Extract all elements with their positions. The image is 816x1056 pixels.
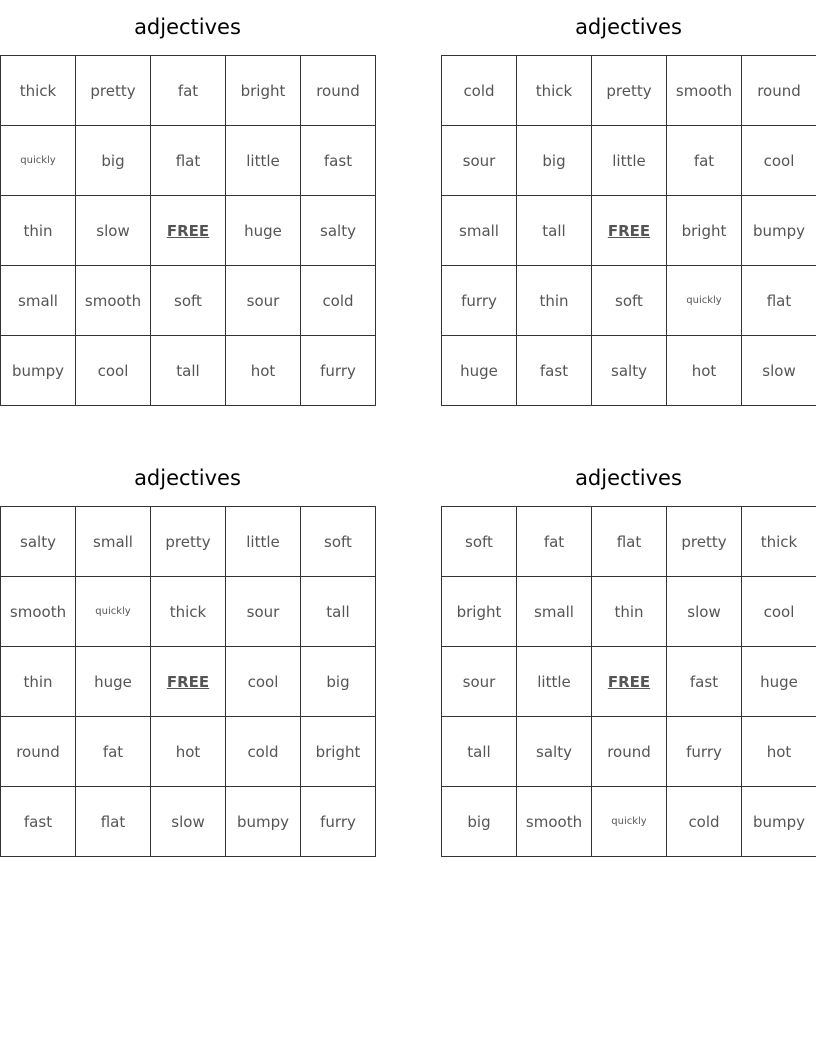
grid-row: [442, 56, 816, 126]
free-space-cell: FREE: [151, 196, 226, 266]
grid-cell: smooth: [76, 266, 151, 336]
grid-cell: round: [592, 717, 667, 787]
grid-row: [1, 126, 376, 196]
grid-row: [442, 507, 816, 577]
grid-cell: pretty: [76, 56, 151, 126]
grid-row: [442, 647, 816, 717]
grid-cell: hot: [742, 717, 816, 787]
grid-cell: fast: [1, 787, 76, 857]
grid-cell: fat: [76, 717, 151, 787]
grid-cell: fast: [667, 647, 742, 717]
bingo-grid: [0, 55, 376, 406]
grid-cell: hot: [226, 336, 301, 406]
free-space-cell: FREE: [151, 647, 226, 717]
grid-cell: fat: [667, 126, 742, 196]
grid-cell: salty: [1, 507, 76, 577]
grid-cell: thin: [1, 647, 76, 717]
bingo-grid: [441, 55, 816, 406]
grid-cell: bumpy: [742, 196, 816, 266]
grid-cell: thick: [151, 577, 226, 647]
grid-cell: tall: [517, 196, 592, 266]
grid-cell: round: [1, 717, 76, 787]
grid-cell: bumpy: [742, 787, 816, 857]
grid-cell: big: [517, 126, 592, 196]
grid-cell: cold: [301, 266, 376, 336]
grid-cell: little: [592, 126, 667, 196]
grid-cell: flat: [592, 507, 667, 577]
bingo-grid: [0, 506, 376, 857]
grid-cell: hot: [151, 717, 226, 787]
grid-cell: bumpy: [1, 336, 76, 406]
grid-cell: tall: [301, 577, 376, 647]
grid-cell: cool: [226, 647, 301, 717]
grid-cell: small: [76, 507, 151, 577]
grid-cell: bumpy: [226, 787, 301, 857]
grid-row: [442, 196, 816, 266]
grid-cell: huge: [76, 647, 151, 717]
grid-cell: sour: [226, 266, 301, 336]
grid-cell: tall: [151, 336, 226, 406]
grid-row: [1, 787, 376, 857]
grid-cell: pretty: [667, 507, 742, 577]
grid-cell: thick: [742, 507, 816, 577]
grid-cell: fat: [517, 507, 592, 577]
grid-cell: cool: [742, 577, 816, 647]
grid-cell: thick: [1, 56, 76, 126]
grid-cell: flat: [742, 266, 816, 336]
grid-cell: small: [442, 196, 517, 266]
grid-cell: furry: [667, 717, 742, 787]
grid-cell: smooth: [1, 577, 76, 647]
grid-cell: soft: [151, 266, 226, 336]
grid-cell: cool: [742, 126, 816, 196]
card-title: adjectives: [575, 466, 682, 490]
grid-row: [1, 56, 376, 126]
grid-cell: pretty: [151, 507, 226, 577]
grid-cell: huge: [226, 196, 301, 266]
grid-cell: cold: [442, 56, 517, 126]
grid-row: [1, 196, 376, 266]
card-title: adjectives: [134, 466, 241, 490]
grid-cell: fast: [517, 336, 592, 406]
grid-cell: small: [1, 266, 76, 336]
grid-cell: quickly: [76, 577, 151, 647]
grid-cell: flat: [151, 126, 226, 196]
grid-cell: salty: [517, 717, 592, 787]
grid-cell: furry: [301, 787, 376, 857]
grid-cell: huge: [442, 336, 517, 406]
grid-cell: little: [517, 647, 592, 717]
grid-cell: thin: [517, 266, 592, 336]
grid-cell: thin: [592, 577, 667, 647]
grid-cell: big: [301, 647, 376, 717]
grid-cell: little: [226, 507, 301, 577]
grid-cell: slow: [667, 577, 742, 647]
grid-row: [1, 507, 376, 577]
grid-cell: big: [76, 126, 151, 196]
grid-row: [1, 336, 376, 406]
grid-cell: round: [742, 56, 816, 126]
grid-cell: flat: [76, 787, 151, 857]
free-space-cell: FREE: [592, 196, 667, 266]
grid-cell: smooth: [667, 56, 742, 126]
grid-cell: cold: [667, 787, 742, 857]
grid-cell: hot: [667, 336, 742, 406]
free-space-cell: FREE: [592, 647, 667, 717]
card-title: adjectives: [575, 15, 682, 39]
bingo-grid: [441, 506, 816, 857]
grid-cell: bright: [667, 196, 742, 266]
grid-cell: huge: [742, 647, 816, 717]
grid-cell: furry: [442, 266, 517, 336]
grid-cell: soft: [592, 266, 667, 336]
grid-cell: bright: [226, 56, 301, 126]
grid-row: [1, 577, 376, 647]
grid-row: [442, 717, 816, 787]
grid-row: [442, 336, 816, 406]
grid-cell: soft: [301, 507, 376, 577]
grid-cell: fat: [151, 56, 226, 126]
grid-cell: quickly: [592, 787, 667, 857]
grid-cell: slow: [76, 196, 151, 266]
grid-cell: thick: [517, 56, 592, 126]
grid-cell: slow: [151, 787, 226, 857]
grid-row: [442, 787, 816, 857]
grid-cell: furry: [301, 336, 376, 406]
grid-row: [442, 126, 816, 196]
grid-cell: round: [301, 56, 376, 126]
grid-cell: bright: [301, 717, 376, 787]
grid-row: [442, 266, 816, 336]
grid-cell: cold: [226, 717, 301, 787]
grid-cell: small: [517, 577, 592, 647]
grid-cell: smooth: [517, 787, 592, 857]
grid-cell: cool: [76, 336, 151, 406]
grid-cell: salty: [301, 196, 376, 266]
grid-row: [1, 647, 376, 717]
grid-cell: sour: [442, 126, 517, 196]
grid-cell: quickly: [667, 266, 742, 336]
grid-row: [1, 717, 376, 787]
grid-cell: pretty: [592, 56, 667, 126]
grid-cell: big: [442, 787, 517, 857]
grid-cell: quickly: [1, 126, 76, 196]
grid-cell: sour: [226, 577, 301, 647]
grid-cell: slow: [742, 336, 816, 406]
grid-cell: tall: [442, 717, 517, 787]
grid-cell: thin: [1, 196, 76, 266]
grid-row: [1, 266, 376, 336]
card-title: adjectives: [134, 15, 241, 39]
grid-cell: fast: [301, 126, 376, 196]
grid-cell: soft: [442, 507, 517, 577]
grid-cell: sour: [442, 647, 517, 717]
grid-cell: bright: [442, 577, 517, 647]
grid-cell: little: [226, 126, 301, 196]
grid-cell: salty: [592, 336, 667, 406]
grid-row: [442, 577, 816, 647]
